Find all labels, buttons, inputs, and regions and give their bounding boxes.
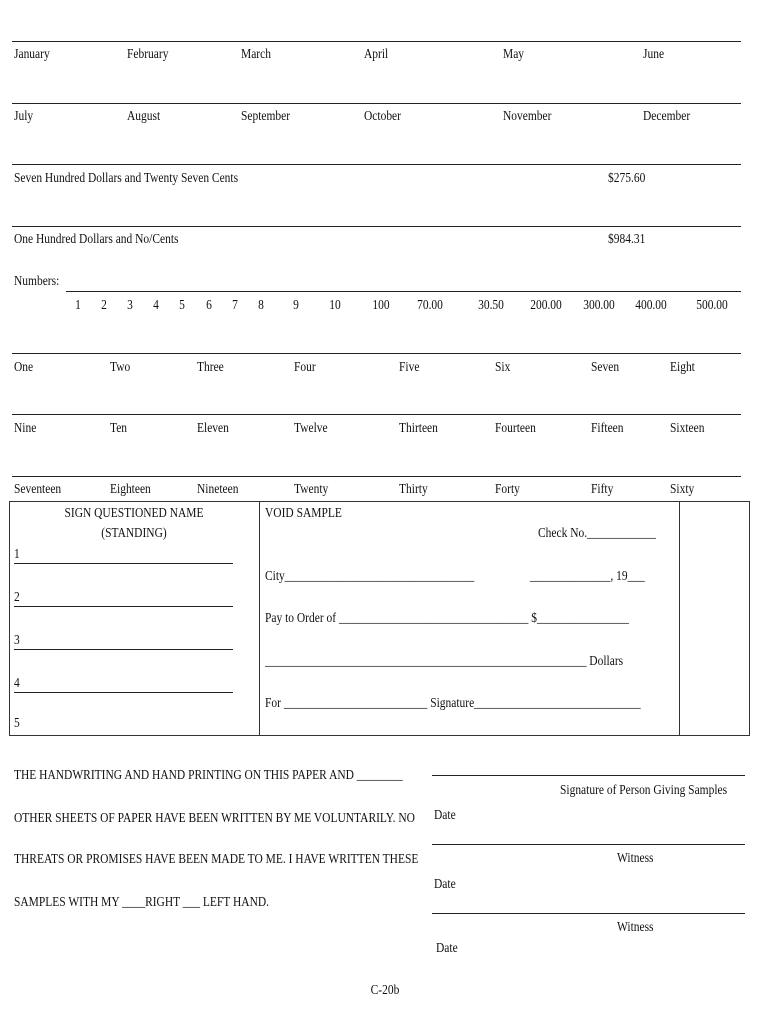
pay-to-order-field[interactable]: Pay to Order of _________________________________ $________________ bbox=[265, 611, 629, 626]
word-six: Six bbox=[495, 360, 511, 375]
number-item: 3 bbox=[127, 298, 133, 313]
sample-box-divider-left bbox=[259, 501, 260, 736]
rule-months-2 bbox=[12, 103, 741, 104]
word-eight: Eight bbox=[670, 360, 695, 375]
month-august: August bbox=[127, 109, 161, 124]
rule-months-1 bbox=[12, 41, 741, 42]
number-item: 200.00 bbox=[530, 298, 562, 313]
word-nineteen: Nineteen bbox=[197, 482, 239, 497]
for-signature-field[interactable]: For _________________________ Signature_____________________________ bbox=[265, 696, 641, 711]
word-nine: Nine bbox=[14, 421, 37, 436]
word-twenty: Twenty bbox=[294, 482, 329, 497]
witness-1-line[interactable] bbox=[432, 844, 745, 845]
word-seven: Seven bbox=[591, 360, 620, 375]
number-item: 4 bbox=[153, 298, 159, 313]
rule-amount-2 bbox=[12, 226, 741, 227]
amount-2-figure: $984.31 bbox=[608, 232, 646, 247]
word-two: Two bbox=[110, 360, 131, 375]
witness-2-label: Witness bbox=[617, 920, 654, 935]
statement-line-4: SAMPLES WITH MY ____RIGHT ___ LEFT HAND. bbox=[14, 895, 270, 910]
word-thirteen: Thirteen bbox=[399, 421, 438, 436]
sign-line-3[interactable] bbox=[14, 649, 233, 650]
month-july: July bbox=[14, 109, 34, 124]
month-january: January bbox=[14, 47, 50, 62]
rule-amount-1 bbox=[12, 164, 741, 165]
number-item: 30.50 bbox=[478, 298, 504, 313]
number-item: 8 bbox=[258, 298, 264, 313]
dollars-field[interactable]: ________________________________________________________ Dollars bbox=[265, 654, 624, 669]
word-eighteen: Eighteen bbox=[110, 482, 151, 497]
sign-box-title: SIGN QUESTIONED NAME bbox=[64, 506, 204, 521]
word-sixty: Sixty bbox=[670, 482, 695, 497]
sample-box-divider-right bbox=[679, 501, 680, 736]
giver-signature-label: Signature of Person Giving Samples bbox=[560, 783, 728, 798]
sign-box-subtitle: (STANDING) bbox=[101, 526, 167, 541]
rule-words-3 bbox=[12, 476, 741, 477]
month-february: February bbox=[127, 47, 169, 62]
word-ten: Ten bbox=[110, 421, 128, 436]
numbers-label: Numbers: bbox=[14, 274, 60, 289]
number-item: 9 bbox=[293, 298, 299, 313]
word-fourteen: Fourteen bbox=[495, 421, 536, 436]
number-item: 300.00 bbox=[583, 298, 615, 313]
word-seventeen: Seventeen bbox=[14, 482, 62, 497]
number-item: 1 bbox=[75, 298, 81, 313]
date-label-3: Date bbox=[436, 941, 458, 956]
rule-words-2 bbox=[12, 414, 741, 415]
word-forty: Forty bbox=[495, 482, 520, 497]
sign-line-number: 5 bbox=[14, 716, 20, 731]
month-june: June bbox=[643, 47, 665, 62]
date-field[interactable]: ______________, 19___ bbox=[530, 569, 645, 584]
sign-line-number: 4 bbox=[14, 676, 20, 691]
month-december: December bbox=[643, 109, 691, 124]
number-item: 500.00 bbox=[696, 298, 728, 313]
number-item: 7 bbox=[232, 298, 238, 313]
word-one: One bbox=[14, 360, 34, 375]
number-item: 5 bbox=[179, 298, 185, 313]
number-item: 70.00 bbox=[417, 298, 443, 313]
amount-2-words: One Hundred Dollars and No/Cents bbox=[14, 232, 179, 247]
number-item: 100 bbox=[372, 298, 390, 313]
sign-line-number: 2 bbox=[14, 590, 20, 605]
date-label-2: Date bbox=[434, 877, 456, 892]
word-fifty: Fifty bbox=[591, 482, 614, 497]
number-item: 400.00 bbox=[635, 298, 667, 313]
month-march: March bbox=[241, 47, 271, 62]
giver-signature-line[interactable] bbox=[432, 775, 745, 776]
sign-line-2[interactable] bbox=[14, 606, 233, 607]
statement-line-3: THREATS OR PROMISES HAVE BEEN MADE TO ME. I HAVE WRITTEN THESE bbox=[14, 852, 419, 867]
word-four: Four bbox=[294, 360, 316, 375]
amount-1-figure: $275.60 bbox=[608, 171, 646, 186]
word-sixteen: Sixteen bbox=[670, 421, 705, 436]
month-october: October bbox=[364, 109, 401, 124]
sign-line-number: 1 bbox=[14, 547, 20, 562]
witness-2-line[interactable] bbox=[432, 913, 745, 914]
form-id: C-20b bbox=[370, 983, 400, 998]
numbers-rule bbox=[66, 291, 741, 292]
statement-line-1: THE HANDWRITING AND HAND PRINTING ON THIS PAPER AND ________ bbox=[14, 768, 403, 783]
number-item: 2 bbox=[101, 298, 107, 313]
word-twelve: Twelve bbox=[294, 421, 328, 436]
month-september: September bbox=[241, 109, 291, 124]
city-field[interactable]: City_________________________________ bbox=[265, 569, 475, 584]
month-may: May bbox=[503, 47, 525, 62]
word-fifteen: Fifteen bbox=[591, 421, 624, 436]
month-april: April bbox=[364, 47, 389, 62]
witness-1-label: Witness bbox=[617, 851, 654, 866]
rule-words-1 bbox=[12, 353, 741, 354]
word-eleven: Eleven bbox=[197, 421, 229, 436]
amount-1-words: Seven Hundred Dollars and Twenty Seven Cents bbox=[14, 171, 239, 186]
word-three: Three bbox=[197, 360, 224, 375]
sign-line-number: 3 bbox=[14, 633, 20, 648]
word-five: Five bbox=[399, 360, 420, 375]
statement-line-2: OTHER SHEETS OF PAPER HAVE BEEN WRITTEN BY ME VOLUNTARILY. NO bbox=[14, 811, 415, 826]
number-item: 6 bbox=[206, 298, 212, 313]
check-number-field[interactable]: Check No.____________ bbox=[538, 526, 656, 541]
number-item: 10 bbox=[329, 298, 341, 313]
sign-line-4[interactable] bbox=[14, 692, 233, 693]
sign-line-1[interactable] bbox=[14, 563, 233, 564]
void-sample-label: VOID SAMPLE bbox=[265, 506, 342, 521]
word-thirty: Thirty bbox=[399, 482, 428, 497]
month-november: November bbox=[503, 109, 552, 124]
date-label-1: Date bbox=[434, 808, 456, 823]
